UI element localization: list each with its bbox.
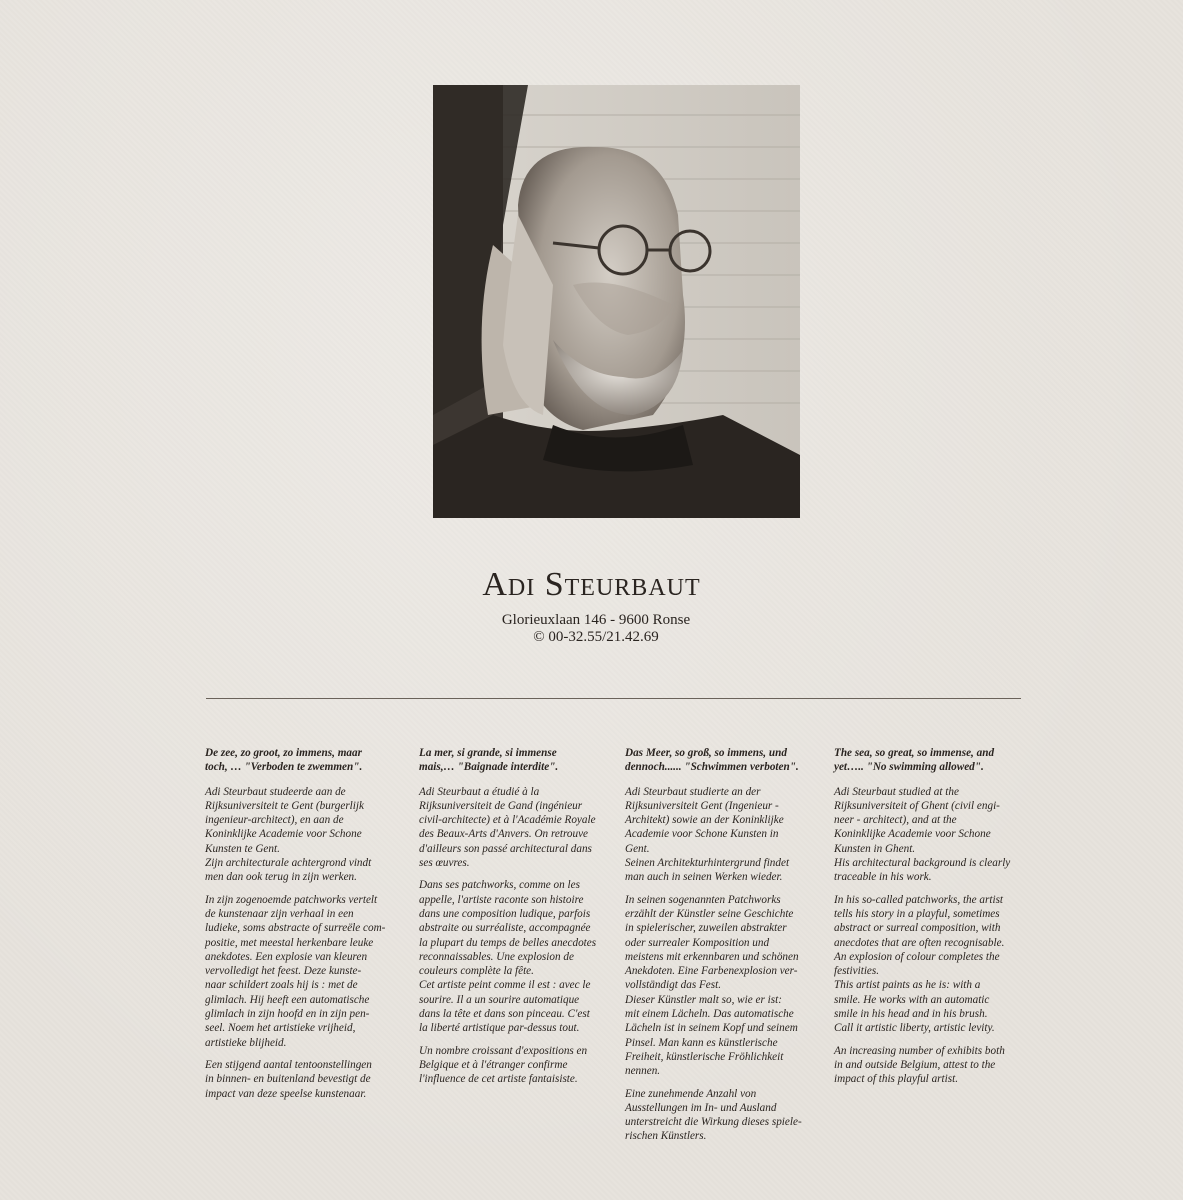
column-heading: The sea, so great, so immense, and yet….. "No swimming allowed".: [834, 747, 995, 774]
column-paragraph: Adi Steurbaut a étudié à la Rijksuniversiteit de Gand (ingénieur civil-architecte) et à l'Académie Royale des Beaux-Arts d'Anvers. On retrouve d'ailleurs son passé architectural dans ses œuvres.: [419, 785, 596, 870]
column-paragraph: In his so-called patchworks, the artist tells his story in a playful, sometimes abstract or surreal composition, with anecdotes that are often recognisable. An explosion of colour completes the festivities. This artist paints as he is: with a smile. He works with an automatic smile in his head and in his brush. Call it artistic liberty, artistic levity.: [834, 893, 1005, 1035]
column-paragraph: Dans ses patchworks, comme on les appelle, l'artiste raconte son histoire dans une composition ludique, parfois abstraite ou surréaliste, accompagnée la plupart du temps de belles anecdotes reconnaissables. Une explosion de couleurs complète la fête. Cet artiste peint comme il est : avec le sourire. Il a un sourire automatique dans la tête et dans son pinceau. C'est la liberté artistique par-dessus tout.: [419, 879, 597, 1035]
column-heading: De zee, zo groot, zo immens, maar toch, … "Verboden te zwemmen".: [205, 747, 363, 774]
column-english: [834, 746, 1019, 1095]
column-paragraph: Adi Steurbaut studierte an der Rijksuniversiteit Gent (Ingenieur - Architekt) sowie an der Koninklijke Academie voor Schone Kunsten in Gent. Seinen Architekturhintergrund findet man auch in seinen Werken wieder.: [625, 785, 790, 884]
address: Glorieuxlaan 146 - 9600 Ronse: [501, 612, 691, 628]
column-paragraph: Eine zunehmende Anzahl von Ausstellungen im In- und Ausland unterstreicht die Wirkung dieses spiele- rischen Künstlers.: [625, 1087, 802, 1143]
column-french: [419, 746, 604, 1095]
column-heading: La mer, si grande, si immense mais,… "Baignade interdite".: [419, 747, 559, 774]
divider-line: [206, 698, 1021, 699]
column-german: [625, 746, 810, 1152]
phone-number: 00-32.55/21.42.69: [548, 629, 659, 645]
column-paragraph: Een stijgend aantal tentoonstellingen in binnen- en buitenland bevestigt de impact van deze speelse kunstenaar.: [205, 1058, 372, 1100]
column-paragraph: Adi Steurbaut studeerde aan de Rijksuniversiteit te Gent (burgerlijk ingenieur-architect), en aan de Koninklijke Academie voor Schone Kunsten te Gent. Zijn architecturale achtergrond vindt men dan ook terug in zijn werken.: [205, 785, 372, 884]
contact-block: [0, 612, 1183, 646]
phone-line: [0, 629, 1183, 646]
artist-portrait-photo: [433, 85, 800, 518]
artist-name: Adi Steurbaut: [482, 566, 701, 603]
column-paragraph: In seinen sogenannten Patchworks erzählt der Künstler seine Geschichte in spielerischer, zuweilen abstrakter oder surrealer Komposition und meistens mit erkennbaren und schönen Anekdoten. Eine Farbenexplosion ver- vollständigt das Fest. Dieser Künstler malt so, wie er ist: mit einem Lächeln. Das automatische Lächeln ist in seinem Kopf und seinem Pinsel. Man kann es künstlerische Freiheit, künstlerische Fröhlichkeit nennen.: [625, 893, 799, 1078]
phone-icon: ©: [533, 629, 545, 645]
column-dutch: [205, 746, 390, 1109]
column-paragraph: Un nombre croissant d'expositions en Belgique et à l'étranger confirme l'influence de cet artiste fantaisiste.: [419, 1044, 588, 1086]
column-heading: Das Meer, so groß, so immens, und dennoch...... "Schwimmen verboten".: [625, 747, 799, 774]
column-paragraph: In zijn zogenoemde patchworks vertelt de kunstenaar zijn verhaal in een ludieke, soms abstracte of surreële com- positie, met meestal herkenbare leuke anekdotes. Een explosie van kleuren vervolledigt het feest. Deze kunste- naar schildert zoals hij is : met de glimlach. Hij heeft een automatische glimlach in zijn hoofd en in zijn pen- seel. Noem het artistieke vrijheid, artistieke blijheid.: [205, 893, 386, 1049]
column-paragraph: Adi Steurbaut studied at the Rijksuniversiteit of Ghent (civil engi- neer - architect), and at the Koninklijke Academie voor Schone Kunsten in Ghent. His architectural background is clearly traceable in his work.: [834, 785, 1011, 884]
column-paragraph: An increasing number of exhibits both in and outside Belgium, attest to the impact of this playful artist.: [834, 1044, 1005, 1086]
